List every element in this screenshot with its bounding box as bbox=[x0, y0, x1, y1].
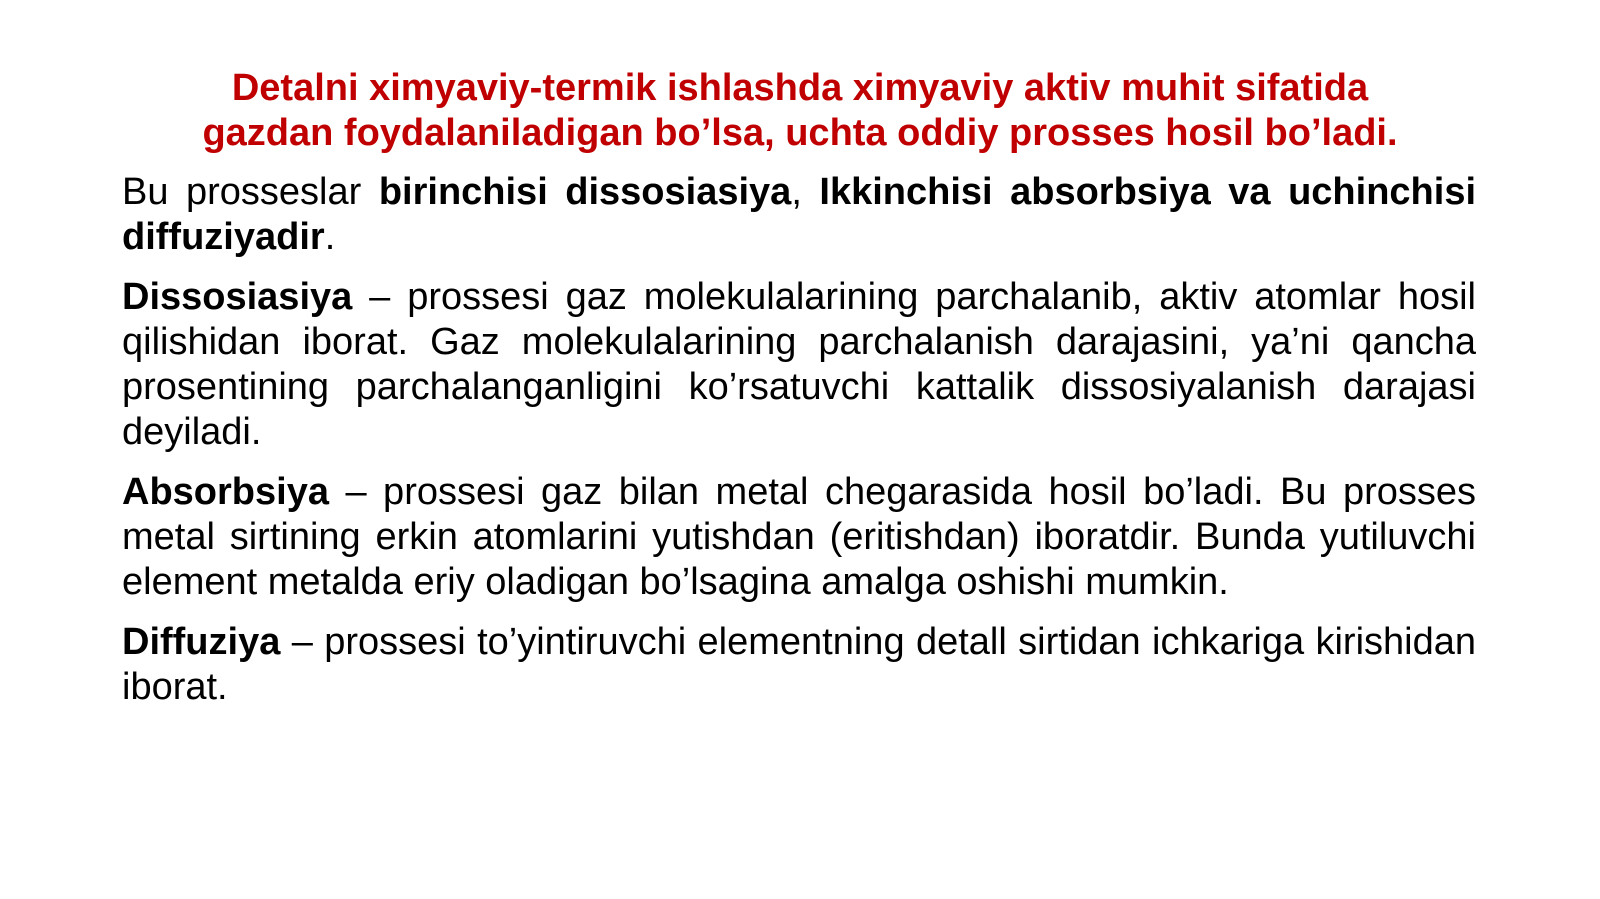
intro-comma: , bbox=[791, 171, 820, 213]
absorption-paragraph bbox=[122, 470, 1476, 605]
slide-body bbox=[122, 170, 1476, 725]
dissociation-term: Dissosiasiya bbox=[122, 276, 353, 318]
diffusion-term: Diffuziya bbox=[122, 621, 281, 663]
absorption-text: – prossesi gaz bilan metal chegarasida hosil bo’ladi. Bu prosses metal sirtining erkin atomlarini yutishdan (eritishdan) iboratdir. Bunda yutiluvchi element metalda eriy oladigan bo’lsagina amalga oshishi mumkin. bbox=[122, 471, 1476, 603]
absorption-term: Absorbsiya bbox=[122, 471, 329, 513]
slide-title-line-1: Detalni ximyaviy-termik ishlashda ximyaviy aktiv muhit sifatida bbox=[231, 67, 1369, 109]
intro-lead: Bu prosseslar bbox=[122, 171, 379, 213]
diffusion-text: – prossesi to’yintiruvchi elementning detall sirtidan ichkariga kirishidan iborat. bbox=[122, 621, 1476, 708]
diffusion-paragraph bbox=[122, 620, 1476, 710]
slide-title-line-2: gazdan foydalaniladigan bo’lsa, uchta oddiy prosses hosil bo’ladi. bbox=[202, 112, 1398, 154]
slide-title bbox=[150, 66, 1450, 156]
intro-period: . bbox=[324, 216, 336, 258]
intro-paragraph bbox=[122, 170, 1476, 260]
dissociation-paragraph bbox=[122, 275, 1476, 455]
intro-other-processes: Ikkinchisi absorbsiya va uchinchisi diffuziyadir bbox=[122, 171, 1477, 258]
dissociation-text: – prossesi gaz molekulalarining parchalanib, aktiv atomlar hosil qilishidan iborat. Gaz molekulalarining parchalanish darajasini, ya’ni qancha prosentining parchalanganligini ko’rsatuvchi kattalik dissosiyalanish darajasi deyiladi. bbox=[122, 276, 1476, 453]
intro-first-process: birinchisi dissosiasiya bbox=[378, 171, 792, 213]
